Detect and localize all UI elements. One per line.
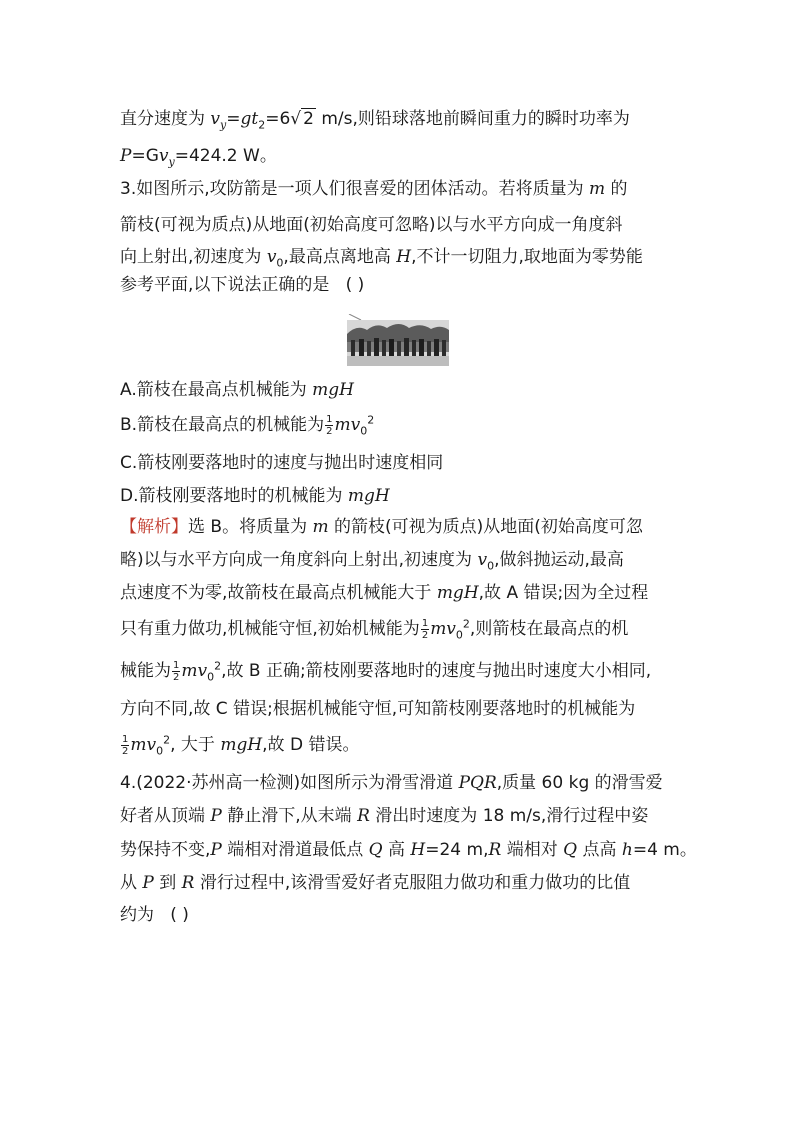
var-H: H bbox=[396, 247, 412, 267]
numerator: 1 bbox=[421, 617, 429, 629]
var-m: m bbox=[589, 179, 606, 199]
q3-option-d bbox=[120, 483, 700, 509]
sqrt-symbol: √ 2 bbox=[290, 109, 314, 129]
text: 箭枝(可视为质点)从地面(初始高度可忽略)以与水平方向成一角度斜 bbox=[120, 215, 623, 235]
fraction-half bbox=[121, 734, 129, 757]
text: A.箭枝在最高点机械能为 bbox=[120, 380, 313, 400]
text: ,不计一切阻力,取地面为零势能 bbox=[411, 247, 643, 267]
denominator: 2 bbox=[326, 425, 333, 437]
var-v: v bbox=[210, 109, 221, 129]
text: =G bbox=[131, 146, 159, 166]
text: 端相对滑道最低点 bbox=[221, 840, 369, 860]
text: ,故 B 正确;箭枝刚要落地时的速度与抛出时速度大小相同, bbox=[221, 661, 652, 681]
analysis-line-5 bbox=[120, 658, 700, 684]
text: 3.如图所示,攻防箭是一项人们很喜爱的团体活动。若将质量为 bbox=[120, 179, 590, 199]
var-Q: Q bbox=[368, 840, 383, 860]
var-Q: Q bbox=[563, 840, 578, 860]
q3-line-3 bbox=[120, 244, 700, 270]
var-P: P bbox=[142, 873, 154, 893]
sub-0: 0 bbox=[276, 256, 284, 270]
sup-2: 2 bbox=[214, 659, 222, 673]
analysis-line-1 bbox=[120, 514, 700, 540]
denominator: 2 bbox=[173, 671, 180, 683]
text: ,故 D 错误。 bbox=[262, 735, 360, 755]
answer-parentheses: ( ) bbox=[170, 905, 189, 925]
q4-line-3 bbox=[120, 837, 700, 863]
numerator: 1 bbox=[122, 733, 129, 745]
var-P: P bbox=[210, 806, 222, 826]
sub-2: 2 bbox=[258, 118, 266, 132]
sup-2: 2 bbox=[367, 413, 375, 427]
q4-line-5 bbox=[120, 902, 700, 928]
var-v: v bbox=[158, 146, 169, 166]
expr-mgH: mgH bbox=[220, 735, 263, 755]
text: B.箭枝在最高点的机械能为 bbox=[120, 415, 325, 435]
var-R: R bbox=[181, 873, 195, 893]
var-PQR: PQR bbox=[458, 773, 497, 793]
text: 只有重力做功,机械能守恒,初始机械能为 bbox=[120, 619, 420, 639]
var-R: R bbox=[357, 806, 370, 826]
denominator: 2 bbox=[122, 745, 129, 757]
var-m: m bbox=[312, 517, 329, 537]
text: ,做斜抛运动,最高 bbox=[494, 550, 624, 570]
text: 高 bbox=[382, 840, 411, 860]
photo-drawing bbox=[347, 314, 449, 366]
text: =4 m。 bbox=[632, 840, 697, 860]
analysis-line-6 bbox=[120, 696, 700, 722]
text: 好者从顶端 bbox=[120, 806, 211, 826]
var-P: P bbox=[210, 840, 222, 860]
text: 滑行过程中,该滑雪爱好者克服阻力做功和重力做功的比值 bbox=[194, 873, 631, 893]
analysis-line-3 bbox=[120, 580, 700, 606]
q4-line-4 bbox=[120, 870, 700, 896]
var-H: H bbox=[410, 840, 426, 860]
fraction-half bbox=[172, 660, 180, 683]
text: = bbox=[226, 109, 241, 129]
text: 静止滑下,从末端 bbox=[221, 806, 358, 826]
fraction-half bbox=[325, 414, 333, 437]
expr-mgH: mgH bbox=[312, 380, 354, 400]
sup-2: 2 bbox=[462, 617, 470, 631]
text: , 大于 bbox=[170, 735, 221, 755]
answer-parentheses: ( ) bbox=[345, 275, 365, 295]
sub-0: 0 bbox=[156, 744, 164, 758]
q4-line-1 bbox=[120, 770, 700, 796]
prev-solution-line-1 bbox=[120, 106, 700, 132]
expr-mv: mv bbox=[430, 619, 456, 639]
text: C.箭枝刚要落地时的速度与抛出时速度相同 bbox=[120, 453, 444, 473]
radicand: 2 bbox=[303, 109, 314, 129]
q4-line-2 bbox=[120, 803, 700, 829]
expr-mgH: mgH bbox=[436, 583, 479, 603]
text: ,最高点离地高 bbox=[283, 247, 397, 267]
expr-mv: mv bbox=[130, 735, 157, 755]
analysis-label: 【解析】 bbox=[120, 517, 188, 537]
archery-game-photo bbox=[347, 314, 449, 366]
expr-mv: mv bbox=[181, 661, 208, 681]
text: 点高 bbox=[577, 840, 622, 860]
text: 约为 bbox=[120, 905, 154, 925]
var-v: v bbox=[477, 550, 488, 570]
text: 到 bbox=[153, 873, 182, 893]
q3-line-4 bbox=[120, 272, 700, 298]
text: 直分速度为 bbox=[120, 109, 211, 129]
sub-0: 0 bbox=[207, 670, 215, 684]
sub-y: y bbox=[220, 118, 227, 132]
prev-solution-line-2 bbox=[120, 143, 700, 169]
var-gt: gt bbox=[240, 109, 259, 129]
sub-0: 0 bbox=[455, 628, 463, 642]
expr-mv: mv bbox=[334, 415, 361, 435]
var-h: h bbox=[621, 840, 633, 860]
text: 的 bbox=[605, 179, 628, 199]
denominator: 2 bbox=[421, 629, 429, 641]
numerator: 1 bbox=[173, 659, 180, 671]
text: =424.2 W。 bbox=[174, 146, 277, 166]
text: 从 bbox=[120, 873, 143, 893]
analysis-line-2 bbox=[120, 547, 700, 573]
var-v: v bbox=[266, 247, 277, 267]
fraction-half bbox=[421, 618, 429, 641]
text: 参考平面,以下说法正确的是 bbox=[120, 275, 330, 295]
text: 向上射出,初速度为 bbox=[120, 247, 267, 267]
analysis-line-7 bbox=[120, 732, 700, 758]
q3-line-1 bbox=[120, 176, 700, 202]
text: 点速度不为零,故箭枝在最高点机械能大于 bbox=[120, 583, 437, 603]
text: 方向不同,故 C 错误;根据机械能守恒,可知箭枝刚要落地时的机械能为 bbox=[120, 699, 636, 719]
text: 械能为 bbox=[120, 661, 171, 681]
text: 端相对 bbox=[501, 840, 564, 860]
sub-y: y bbox=[168, 155, 175, 169]
q3-option-a bbox=[120, 377, 700, 403]
text: m/s,则铅球落地前瞬间重力的瞬时功率为 bbox=[315, 109, 630, 129]
q3-option-b bbox=[120, 412, 700, 438]
q3-option-c bbox=[120, 450, 700, 476]
text: ,质量 60 kg 的滑雪爱 bbox=[496, 773, 663, 793]
text: ,故 A 错误;因为全过程 bbox=[478, 583, 649, 603]
expr-mgH: mgH bbox=[347, 486, 390, 506]
var-P: P bbox=[120, 146, 132, 166]
text: D.箭枝刚要落地时的机械能为 bbox=[120, 486, 348, 506]
text: 4.(2022·苏州高一检测)如图所示为滑雪滑道 bbox=[120, 773, 459, 793]
text: 略)以与水平方向成一角度斜向上射出,初速度为 bbox=[120, 550, 478, 570]
var-R: R bbox=[488, 840, 502, 860]
analysis-line-4 bbox=[120, 616, 700, 642]
text: 滑出时速度为 18 m/s,滑行过程中姿 bbox=[369, 806, 649, 826]
text: =6 bbox=[265, 109, 291, 129]
text: ,则箭枝在最高点的机 bbox=[469, 619, 629, 639]
q3-line-2 bbox=[120, 212, 700, 238]
sub-0: 0 bbox=[487, 559, 495, 573]
text: 的箭枝(可视为质点)从地面(初始高度可忽 bbox=[328, 517, 643, 537]
numerator: 1 bbox=[326, 413, 333, 425]
sub-0: 0 bbox=[360, 424, 368, 438]
text: =24 m, bbox=[425, 840, 489, 860]
sup-2: 2 bbox=[163, 733, 171, 747]
text: 选 B。将质量为 bbox=[188, 517, 313, 537]
text: 势保持不变, bbox=[120, 840, 211, 860]
